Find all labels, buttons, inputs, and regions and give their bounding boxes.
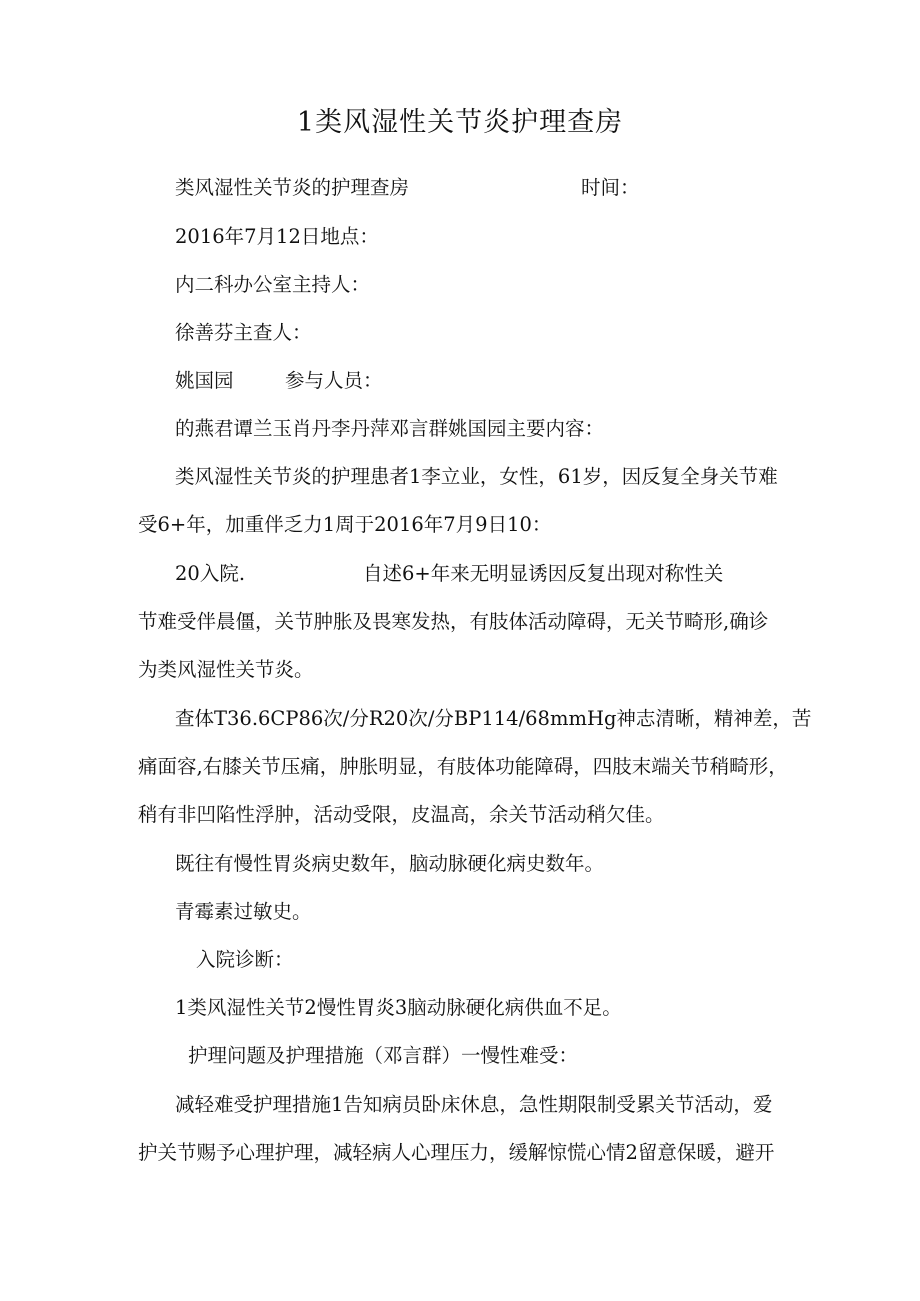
paragraph-line: 稍有非凹陷性浮肿，活动受限，皮温高，余关节活动稍欠佳。 bbox=[138, 803, 665, 826]
paragraph-line: 查体T36.6CP86次/分R20次/分BP114/68mmHg神志清晰，精神差，苦 bbox=[175, 707, 812, 730]
topic-text: 类风湿性关节炎的护理查房 bbox=[175, 176, 410, 199]
section-heading: 入院诊断： bbox=[196, 948, 294, 971]
paragraph-line: 护关节赐予心理护理，减轻病人心理压力，缓解惊慌心情2留意保暖，避开 bbox=[138, 1141, 775, 1164]
document-title: 1类风湿性关节炎护理查房 bbox=[296, 107, 624, 138]
paragraph-line: 类风湿性关节炎的护理患者1李立业，女性，61岁，因反复全身关节难 bbox=[175, 465, 778, 488]
paragraph-line: 既往有慢性胃炎病史数年，脑动脉硬化病史数年。 bbox=[175, 852, 605, 875]
text-line: 的燕君谭兰玉肖丹李丹萍邓言群姚国园主要内容： bbox=[175, 417, 605, 440]
paragraph-line: 节难受伴晨僵，关节肿胀及畏寒发热，有肢体活动障碍，无关节畸形,确诊 bbox=[138, 610, 769, 633]
paragraph-line: 青霉素过敏史。 bbox=[175, 900, 312, 923]
paragraph-line: 自述6+年来无明显诱因反复出现对称性关 bbox=[363, 562, 724, 585]
text-line: 参与人员： bbox=[285, 369, 383, 392]
text-line: 2016年7月12日地点： bbox=[175, 225, 379, 248]
text-line: 内二科办公室主持人： bbox=[175, 273, 371, 296]
time-label: 时间： bbox=[581, 176, 640, 199]
paragraph-line: 20入院. bbox=[175, 562, 246, 585]
paragraph-line: 受6+年，加重伴乏力1周于2016年7月9日10： bbox=[138, 513, 552, 536]
section-heading: 护理问题及护理措施（邓言群）一慢性难受： bbox=[188, 1044, 579, 1067]
paragraph-line: 1类风湿性关节2慢性胃炎3脑动脉硬化病供血不足。 bbox=[175, 996, 622, 1019]
paragraph-line: 减轻难受护理措施1告知病员卧床休息，急性期限制受累关节活动，爱 bbox=[175, 1093, 773, 1116]
text-line: 姚国园 bbox=[175, 369, 234, 392]
text-line bbox=[175, 173, 409, 203]
paragraph-line: 痛面容,右膝关节压痛，肿胀明显，有肢体功能障碍，四肢末端关节稍畸形， bbox=[138, 755, 788, 778]
paragraph-line: 为类风湿性关节炎。 bbox=[138, 658, 314, 681]
text-line: 徐善芬主查人： bbox=[175, 321, 312, 344]
